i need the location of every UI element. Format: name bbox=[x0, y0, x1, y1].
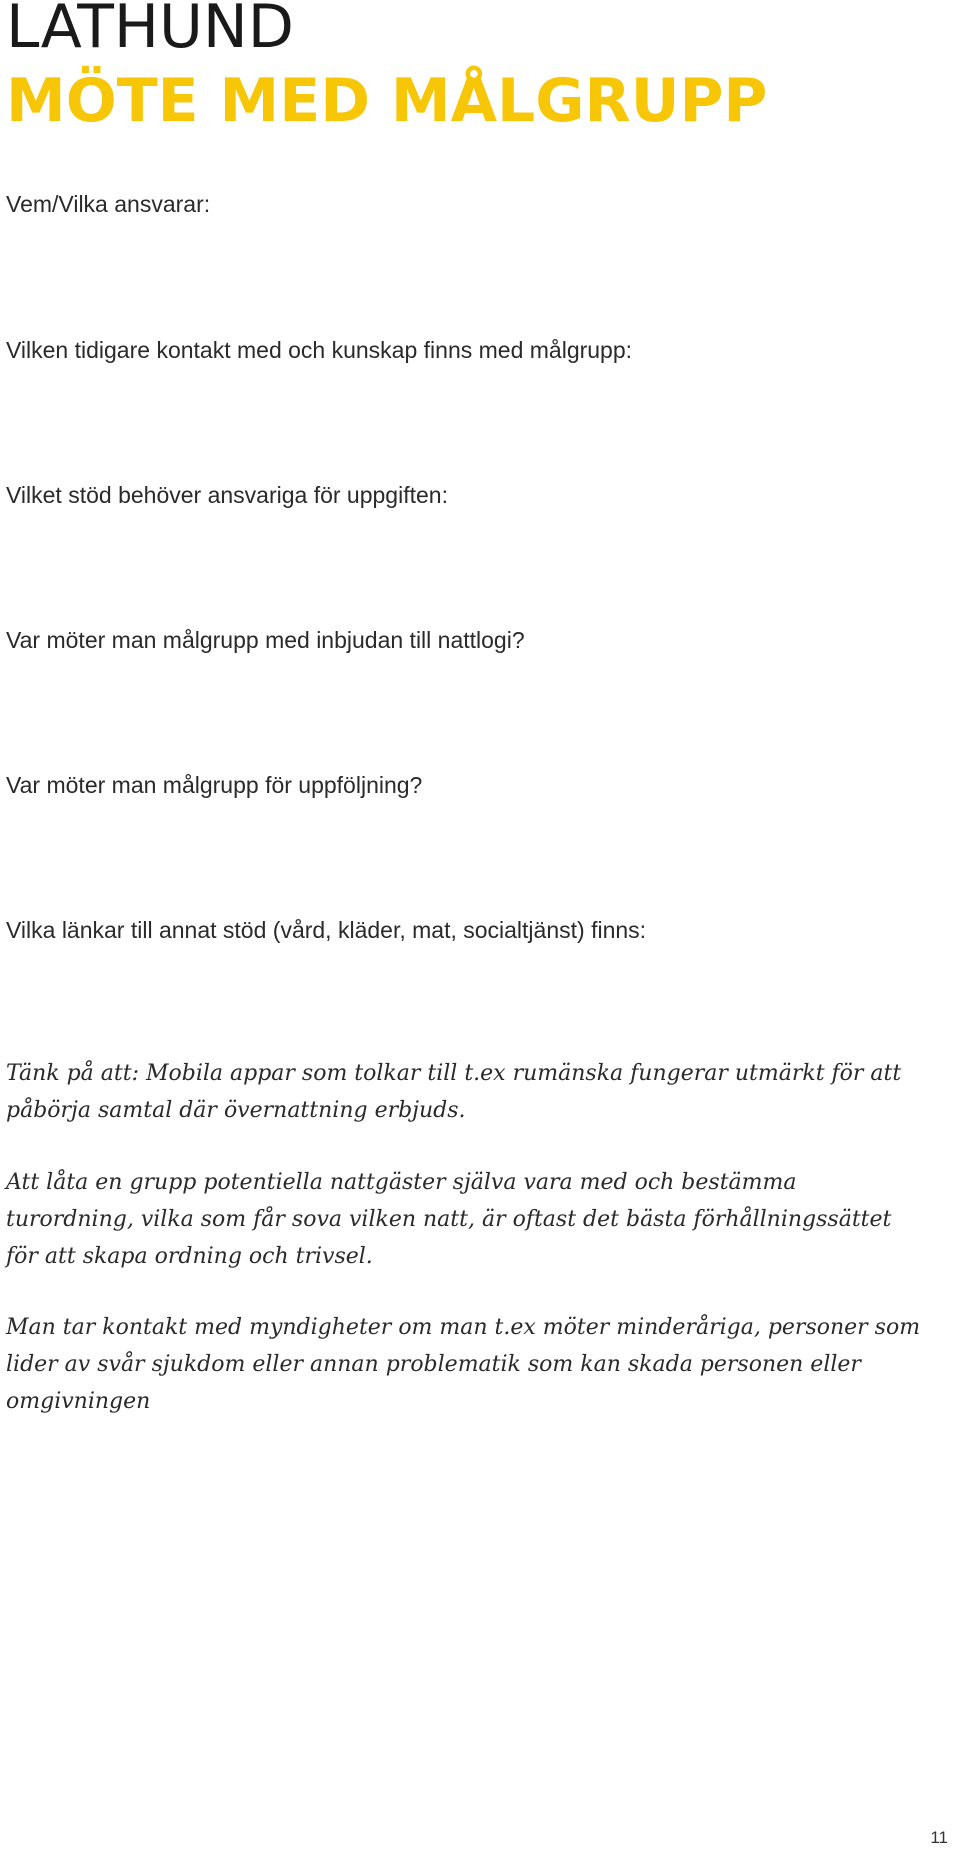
title-lathund: LATHUND bbox=[6, 0, 294, 62]
note-turordning: Att låta en grupp potentiella nattgäster själva vara med och bestämma turordning, vilka som får sova vilken natt, är oftast det bästa förhållningssättet för att skapa ordning och trivsel. bbox=[6, 1170, 892, 1269]
note-mobila-appar: Tänk på att: Mobila appar som tolkar till t.ex rumänska fungerar utmärkt för att påbörja samtal där övernattning erbjuds. bbox=[6, 1061, 902, 1123]
prompt-inbjudan-nattlogi: Var möter man målgrupp med inbjudan till nattlogi? bbox=[6, 627, 525, 653]
prompt-stod-ansvariga: Vilket stöd behöver ansvariga för uppgiften: bbox=[6, 482, 448, 508]
prompt-lankar-annat-stod: Vilka länkar till annat stöd (vård, kläder, mat, socialtjänst) finns: bbox=[6, 917, 647, 943]
title-mote-med-malgrupp: MÖTE MED MÅLGRUPP bbox=[6, 66, 768, 136]
prompt-ansvarar: Vem/Vilka ansvarar: bbox=[6, 191, 211, 217]
page-number: 11 bbox=[930, 1828, 948, 1847]
prompt-uppfoljning: Var möter man målgrupp för uppföljning? bbox=[6, 772, 423, 798]
prompt-tidigare-kontakt: Vilken tidigare kontakt med och kunskap finns med målgrupp: bbox=[6, 337, 633, 363]
note-myndigheter: Man tar kontakt med myndigheter om man t.ex möter minderåriga, personer som lider av svår sjukdom eller annan problematik som kan skada personen eller omgivningen bbox=[6, 1315, 921, 1414]
